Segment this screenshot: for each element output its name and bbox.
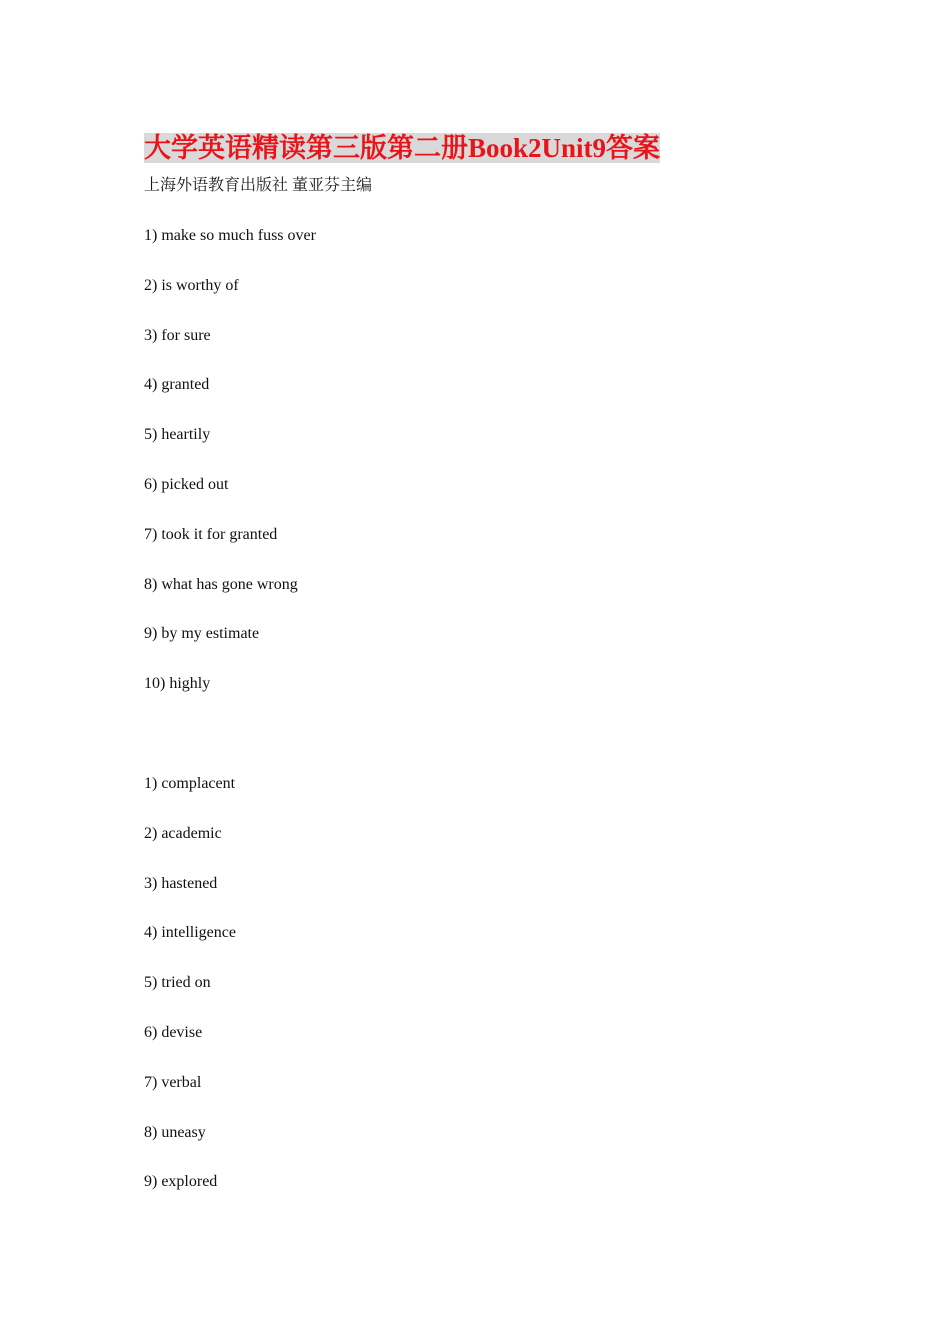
list-item: 3) for sure: [144, 326, 211, 344]
document-subtitle: 上海外语教育出版社 董亚芬主编: [144, 177, 373, 194]
title-en: Book2Unit9: [468, 133, 607, 163]
document-title: [144, 132, 660, 164]
title-cn-suffix: 答案: [606, 133, 661, 163]
list-item: 7) took it for granted: [144, 525, 278, 543]
list-item: 5) tried on: [144, 974, 211, 992]
list-item: 3) hastened: [144, 874, 218, 892]
list-item: 1) make so much fuss over: [144, 227, 316, 244]
list-item: 2) is worthy of: [144, 276, 239, 294]
list-item: 8) what has gone wrong: [144, 575, 298, 593]
list-item: 9) by my estimate: [144, 625, 260, 643]
list-item: 6) devise: [144, 1023, 203, 1041]
answer-list-section-2: [144, 774, 236, 1222]
list-item: 8) uneasy: [144, 1123, 206, 1141]
answer-list-section-1: [144, 226, 316, 724]
title-cn-prefix: 大学英语精读第三版第二册: [144, 133, 468, 163]
list-item: 1) complacent: [144, 775, 236, 792]
list-item: 9) explored: [144, 1173, 218, 1191]
list-item: 5) heartily: [144, 426, 211, 444]
list-item: 2) academic: [144, 824, 222, 842]
list-item: 7) verbal: [144, 1073, 202, 1091]
list-item: 4) intelligence: [144, 924, 236, 942]
list-item: 4) granted: [144, 376, 210, 394]
list-item: 6) picked out: [144, 475, 229, 493]
list-item: 10) highly: [144, 675, 211, 693]
